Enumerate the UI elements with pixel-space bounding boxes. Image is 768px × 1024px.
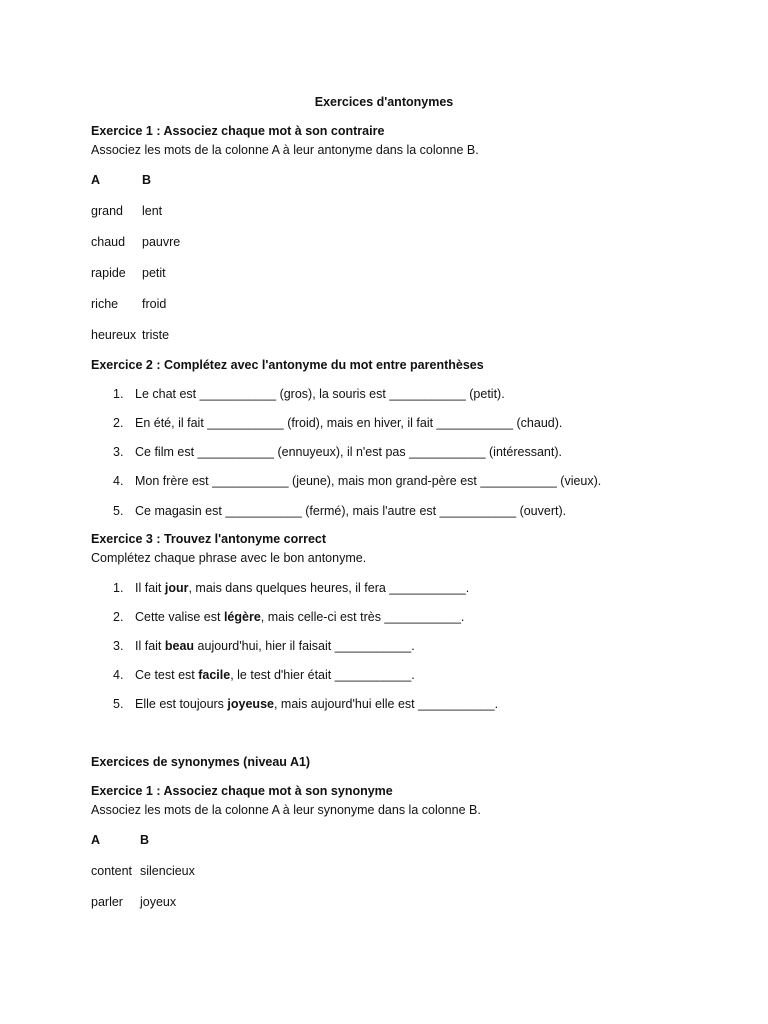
list-item-text (135, 697, 498, 711)
antonym-word-a: heureux (91, 328, 137, 342)
document-title: Exercices d'antonymes (314, 95, 454, 109)
antonym-word-a: grand (91, 204, 123, 218)
column-b-header: B (140, 833, 150, 847)
antonym-word-b: pauvre (142, 235, 181, 249)
sentence-end: , mais dans quelques heures, il fera ___________. (188, 581, 470, 595)
synonyms-exercise-1-title: Exercice 1 : Associez chaque mot à son synonyme (91, 784, 393, 798)
exercise-1-instruction: Associez les mots de la colonne A à leur antonyme dans la colonne B. (91, 143, 479, 157)
list-item-text: En été, il fait ___________ (froid), mais en hiver, il fait ___________ (chaud). (135, 416, 563, 430)
antonym-word-a: chaud (91, 235, 126, 249)
antonym-word-b: triste (142, 328, 170, 342)
exercise-3-instruction: Complétez chaque phrase avec le bon antonyme. (91, 551, 367, 565)
column-b-header: B (142, 173, 152, 187)
synonym-word-b: silencieux (140, 864, 195, 878)
list-item-text (135, 581, 469, 595)
antonym-word-b: petit (142, 266, 166, 280)
exercise-1-title: Exercice 1 : Associez chaque mot à son contraire (91, 124, 385, 138)
list-item-number: 4. (113, 474, 124, 488)
key-word: beau (164, 639, 195, 653)
list-item-text (135, 610, 464, 624)
key-word: facile (198, 668, 231, 682)
sentence-start: Ce test est (135, 668, 199, 682)
synonym-word-b: joyeux (140, 895, 177, 909)
sentence-end: , le test d'hier était ___________. (230, 668, 415, 682)
list-item-number: 4. (113, 668, 124, 682)
antonym-word-a: rapide (91, 266, 126, 280)
synonyms-exercise-1-instruction: Associez les mots de la colonne A à leur synonyme dans la colonne B. (91, 803, 481, 817)
list-item-number: 5. (113, 697, 124, 711)
list-item-number: 1. (113, 387, 124, 401)
exercise-3-title: Exercice 3 : Trouvez l'antonyme correct (91, 532, 327, 546)
key-word: jour (164, 581, 189, 595)
list-item-number: 3. (113, 639, 124, 653)
list-item-number: 2. (113, 610, 124, 624)
key-word: légère (223, 610, 261, 624)
list-item-number: 2. (113, 416, 124, 430)
key-word: joyeuse (227, 697, 274, 711)
list-item-text: Ce film est ___________ (ennuyeux), il n'est pas ___________ (intéressant). (135, 445, 562, 459)
synonym-word-a: content (91, 864, 133, 878)
list-item-text: Le chat est ___________ (gros), la souris est ___________ (petit). (135, 387, 505, 401)
list-item-number: 3. (113, 445, 124, 459)
antonym-word-b: froid (142, 297, 167, 311)
list-item-text (135, 668, 415, 682)
exercise-2-title: Exercice 2 : Complétez avec l'antonyme du mot entre parenthèses (91, 358, 484, 372)
column-a-header: A (91, 173, 101, 187)
list-item-text: Mon frère est ___________ (jeune), mais mon grand-père est ___________ (vieux). (135, 474, 602, 488)
column-a-header: A (91, 833, 101, 847)
sentence-start: Il fait (135, 581, 165, 595)
list-item-number: 5. (113, 504, 124, 518)
sentence-end: , mais celle-ci est très ___________. (260, 610, 465, 624)
synonym-word-a: parler (91, 895, 123, 909)
sentence-end: aujourd'hui, hier il faisait ___________. (194, 639, 415, 653)
list-item-text (135, 639, 415, 653)
list-item-number: 1. (113, 581, 124, 595)
antonym-word-a: riche (91, 297, 119, 311)
sentence-start: Elle est toujours (135, 697, 228, 711)
antonym-word-b: lent (142, 204, 163, 218)
synonyms-heading: Exercices de synonymes (niveau A1) (91, 755, 311, 769)
list-item-text: Ce magasin est ___________ (fermé), mais l'autre est ___________ (ouvert). (135, 504, 567, 518)
sentence-end: , mais aujourd'hui elle est ___________. (273, 697, 499, 711)
sentence-start: Cette valise est (135, 610, 224, 624)
sentence-start: Il fait (135, 639, 165, 653)
